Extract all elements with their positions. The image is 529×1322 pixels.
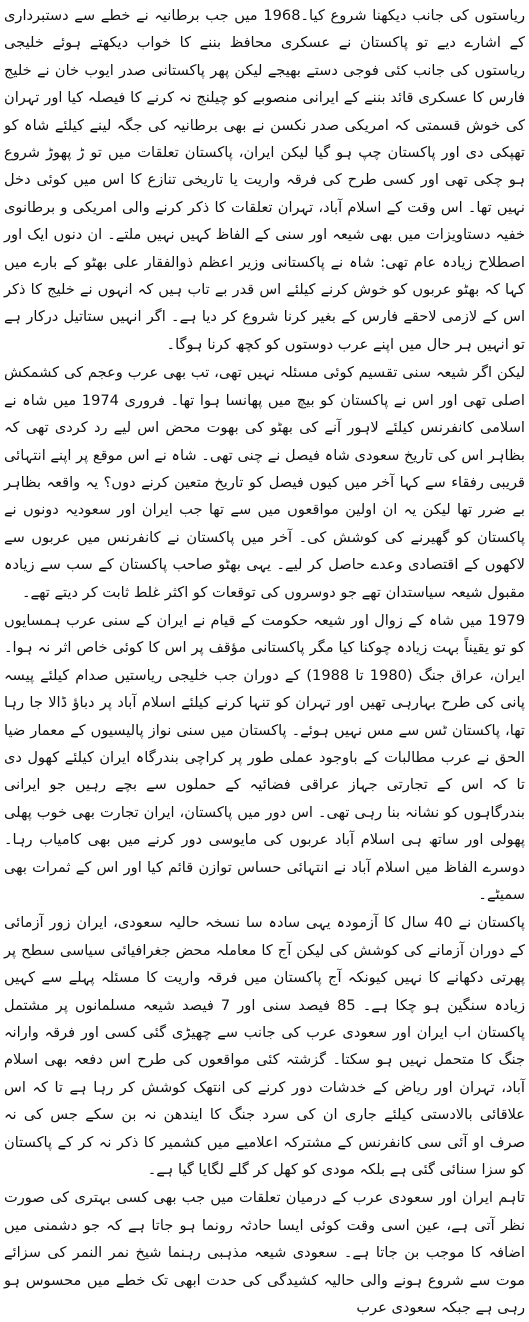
article-paragraph-4: پاکستان نے 40 سال کا آزمودہ یہی سادہ سا نسخہ حالیہ سعودی، ایران زور آزمائی کے دوران آزمانے کی کوشش کی لیکن آج کا معاملہ محض جغرافیائی سیاسی سطح پر پھرتی دکھانے کا نہیں کیونکہ آج پاکستان میں فرقہ واریت کا مسئلہ پہلے سے کہیں زیادہ سنگین ہو چکا ہے۔ 85 فیصد سنی اور 7 فیصد شیعہ مسلمانوں پر مشتمل پاکستان اب ایران اور سعودی عرب کی جانب سے چھیڑی گئی کسی اور فرقہ وارانہ جنگ کا متحمل نہیں ہو سکتا۔ گزشتہ کئی مواقعوں کی طرح اس دفعہ بھی اسلام آباد، تہران اور ریاض کے خدشات دور کرنے کی انتھک کوشش کر رہا ہے تا کہ اس علاقائی بالادستی کیلئے جاری ان کی سرد جنگ کا ایندھن نہ بن سکے جس کی نہ صرف او آئی سی کانفرنس کے مشترکہ اعلامیے میں کشمیر کا ذکر نہ کر کے پاکستان کو سزا سنائی گئی ہے بلکہ مودی کو کھل کر گلے لگایا گیا ہے۔ <box>4 914 525 1179</box>
article-paragraph-5: تاہم ایران اور سعودی عرب کے درمیان تعلقات میں جب بھی کسی بہتری کی صورت نظر آتی ہے، عین اسی وقت کوئی ایسا حادثہ رونما ہو جاتا ہے کہ جو دشمنی میں اضافہ کا موجب بن جاتا ہے۔ سعودی شیعہ مذہبی رہنما شیخ نمر النمر کی سزائے موت سے شروع ہونے والی حالیہ کشیدگی کی حدت ابھی تک خطے میں محسوس ہو رہی ہے جبکہ سعودی عرب <box>4 1189 525 1317</box>
article-paragraph-2: لیکن اگر شیعہ سنی تقسیم کوئی مسئلہ نہیں تھی، تب بھی عرب وعجم کی کشمکش اصلی تھی اور اس نے پاکستان کو بیچ میں پھانسا ہوا تھا۔ فروری 1974 میں شاہ نے اسلامی کانفرنس کیلئے لاہور آنے کی بھٹو کی بھوت محض اس لیے رد کردی تھی کہ بظاہر اس کی تاریخ سعودی شاہ فیصل نے چنی تھی۔ شاہ نے اس موقع پر اپنے انتہائی قریبی رفقاء سے کہا آخر میں کیوں فیصل کو تاریخ متعین کرنے دوں؟ یہ واقعہ بظاہر بے ضرر تھا لیکن یہ ان اولین مواقعوں میں سے تھا جب ایران اور سعودیہ دونوں نے پاکستان کو گھیرنے کی کوشش کی۔ آخر میں پاکستان نے کانفرنس میں عربوں سے لاکھوں کے اقتصادی وعدے حاصل کر لیے۔ یہی بھٹو صاحب پاکستان کے سب سے زیادہ مقبول شیعہ سیاستدان تھے جو دوسروں کی توقعات کو اکثر غلط ثابت کر دیتے تھے۔ <box>4 364 525 601</box>
article-paragraph-3: 1979 میں شاہ کے زوال اور شیعہ حکومت کے قیام نے ایران کے سنی عرب ہمسایوں کو تو یقیناً بہت زیادہ چوکنا کیا مگر پاکستانی مؤقف پر اس کا کوئی خاص اثر نہ ہوا۔ ایران، عراق جنگ (1980 تا 1988) کے دوران جب خلیجی ریاستیں صدام کیلئے پیسہ پانی کی طرح بہارہی تھیں اور تہران کو تنہا کرنے کیلئے اسلام آباد پر دباؤ ڈالا جا رہا تھا، پاکستان ٹس سے مس نہیں ہوئے۔ پاکستان میں سنی نواز پالیسیوں کے معمار ضیا الحق نے عرب مطالبات کے باوجود عملی طور پر کراچی بندرگاہ ایران کیلئے کھول دی تا کہ اس کے تجارتی جہاز عراقی فضائیہ کے حملوں سے بچے رہیں جو ایرانی بندرگاہوں کو نشانہ بنا رہی تھی۔ اس دور میں پاکستان، ایران تجارت بھی خوب پھلی پھولی اور ساتھ ہی اسلام آباد عربوں کی مایوسی دور کرنے میں بھی کامیاب رہا۔ دوسرے الفاظ میں اسلام آباد نے انتہائی حساس توازن قائم کیا اور اس کے ثمرات بھی سمیٹے۔ <box>4 611 525 903</box>
article-paragraph-1: ریاستوں کی جانب دیکھنا شروع کیا۔1968 میں جب برطانیہ نے خطے سے دستبرداری کے اشارے دیے تو پاکستان نے عسکری محافظ بننے کا خواب دیکھتے ہوئے خلیجی ریاستوں کی جانب کئی فوجی دستے بھیجے لیکن پھر پاکستانی صدر ایوب خان نے خلیج فارس کا عسکری قائد بننے کے ایرانی منصوبے کو چیلنج نہ کرنے کا فیصلہ کیا اور تہران کی خوش قسمتی کہ امریکی صدر نکسن نے بھی برطانیہ کی جگہ لینے کیلئے شاہ کو تھپکی دی اور پاکستان چپ ہو گیا لیکن ایران، پاکستان تعلقات میں تو ڑ پھوڑ شروع ہو چکی تھی اور کسی طرح کی فرقہ واریت یا تاریخی تنازع کا اس میں کوئی دخل نہیں تھا۔ اس وقت کے اسلام آباد، تہران تعلقات کا ذکر کرنے والی امریکی و برطانوی خفیہ دستاویزات میں بھی شیعہ اور سنی کے الفاظ کہیں نہیں ملتے۔ ان دنوں ایک اور اصطلاح زیادہ عام تھی: شاہ نے پاکستانی وزیر اعظم ذوالفقار علی بھٹو کے بارے میں کہا کہ بھٹو عربوں کو خوش کرنے کیلئے اس قدر بے تاب ہیں کہ انہوں نے خلیج کا ذکر اس کے لازمی لاحقے فارس کے بغیر کرنا شروع کر دیا ہے۔ اگر انہیں ستاتیل درکار ہے تو انہیں ہر حال میں اپنے عرب دوستوں کو کچھ کرنا ہوگا۔ <box>4 7 525 353</box>
